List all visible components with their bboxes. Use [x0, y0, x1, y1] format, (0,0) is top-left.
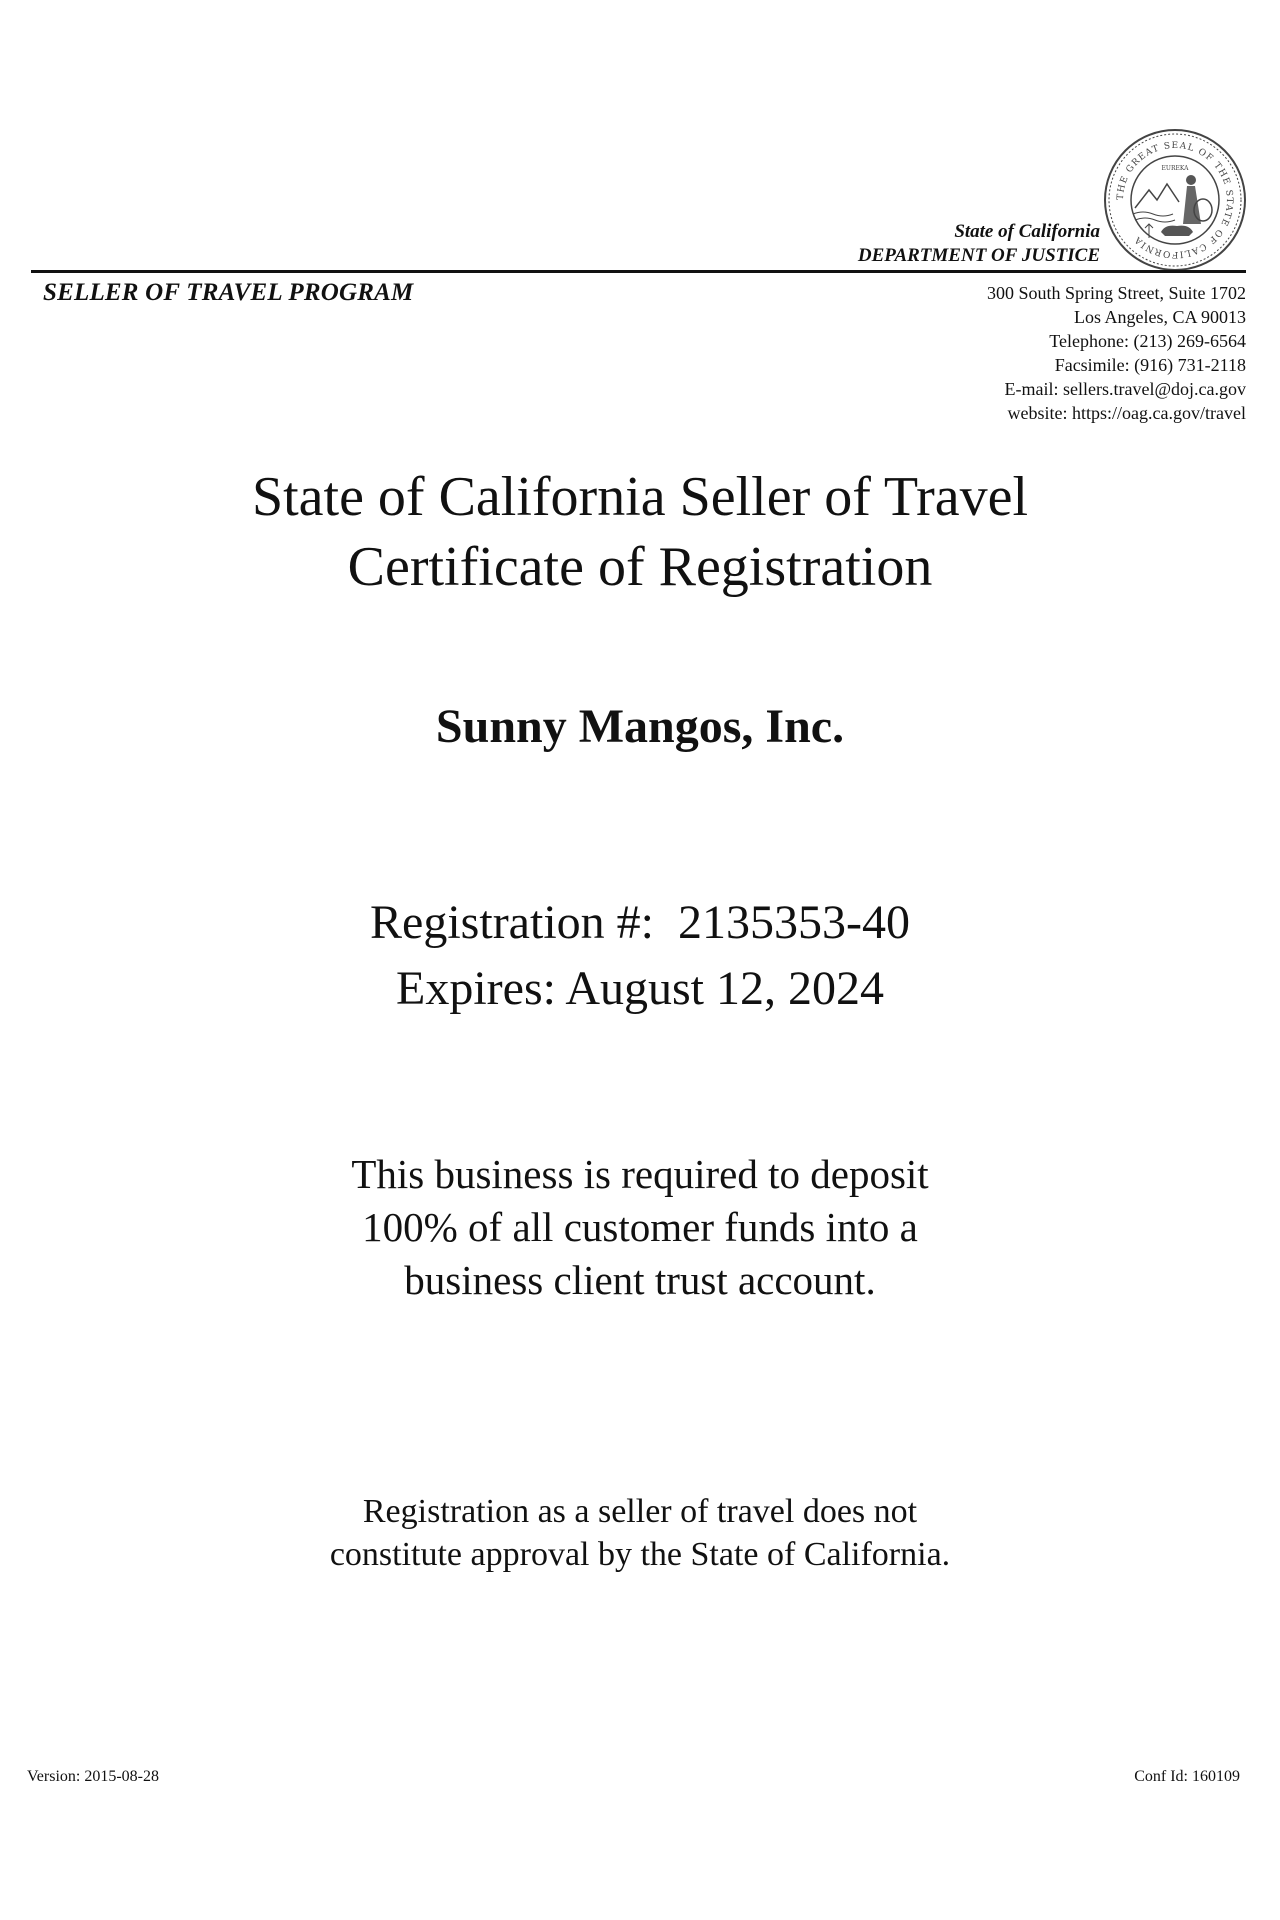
address-facsimile: Facsimile: (916) 731-2118: [1054, 355, 1246, 375]
certificate-title-line2: Certificate of Registration: [347, 536, 933, 598]
agency-state: State of California: [954, 221, 1100, 242]
agency-department: DEPARTMENT OF JUSTICE: [857, 245, 1100, 266]
deposit-line: 100% of all customer funds into a: [362, 1204, 918, 1250]
disclaimer-line: constitute approval by the State of California.: [329, 1536, 951, 1573]
seal-ring-text: THE GREAT SEAL OF THE STATE OF CALIFORNIA: [1115, 140, 1235, 260]
deposit-line: This business is required to deposit: [351, 1151, 929, 1197]
version-label: Version: 2015-08-28: [27, 1768, 159, 1785]
conf-id-label: Conf Id: 160109: [1134, 1768, 1240, 1785]
header-rule: [31, 270, 1246, 273]
seal-motto: EUREKA: [1161, 165, 1189, 172]
registration-block: [0, 890, 1280, 1022]
certificate-title-line1: State of California Seller of Travel: [251, 466, 1029, 528]
deposit-line: business client trust account.: [404, 1257, 876, 1303]
contact-address-block: [987, 281, 1246, 425]
address-street: 300 South Spring Street, Suite 1702: [986, 283, 1246, 303]
disclaimer: [0, 1490, 1280, 1576]
state-seal-icon: [1103, 128, 1247, 272]
registration-number: Registration #: 2135353-40: [370, 896, 910, 949]
certificate-title: [0, 462, 1280, 602]
address-email: E-mail: sellers.travel@doj.ca.gov: [1004, 379, 1246, 399]
company-name: Sunny Mangos, Inc.: [435, 700, 845, 753]
program-name: SELLER OF TRAVEL PROGRAM: [43, 279, 414, 306]
address-telephone: Telephone: (213) 269-6564: [1049, 331, 1246, 351]
address-city: Los Angeles, CA 90013: [1073, 307, 1246, 327]
expiration-date: Expires: August 12, 2024: [396, 962, 884, 1015]
deposit-requirement: [0, 1148, 1280, 1307]
svg-text:THE GREAT SEAL OF THE STATE OF: [1116, 141, 1234, 259]
agency-block: [858, 220, 1100, 268]
disclaimer-line: Registration as a seller of travel does not: [362, 1493, 918, 1530]
address-website: website: https://oag.ca.gov/travel: [1007, 403, 1246, 423]
